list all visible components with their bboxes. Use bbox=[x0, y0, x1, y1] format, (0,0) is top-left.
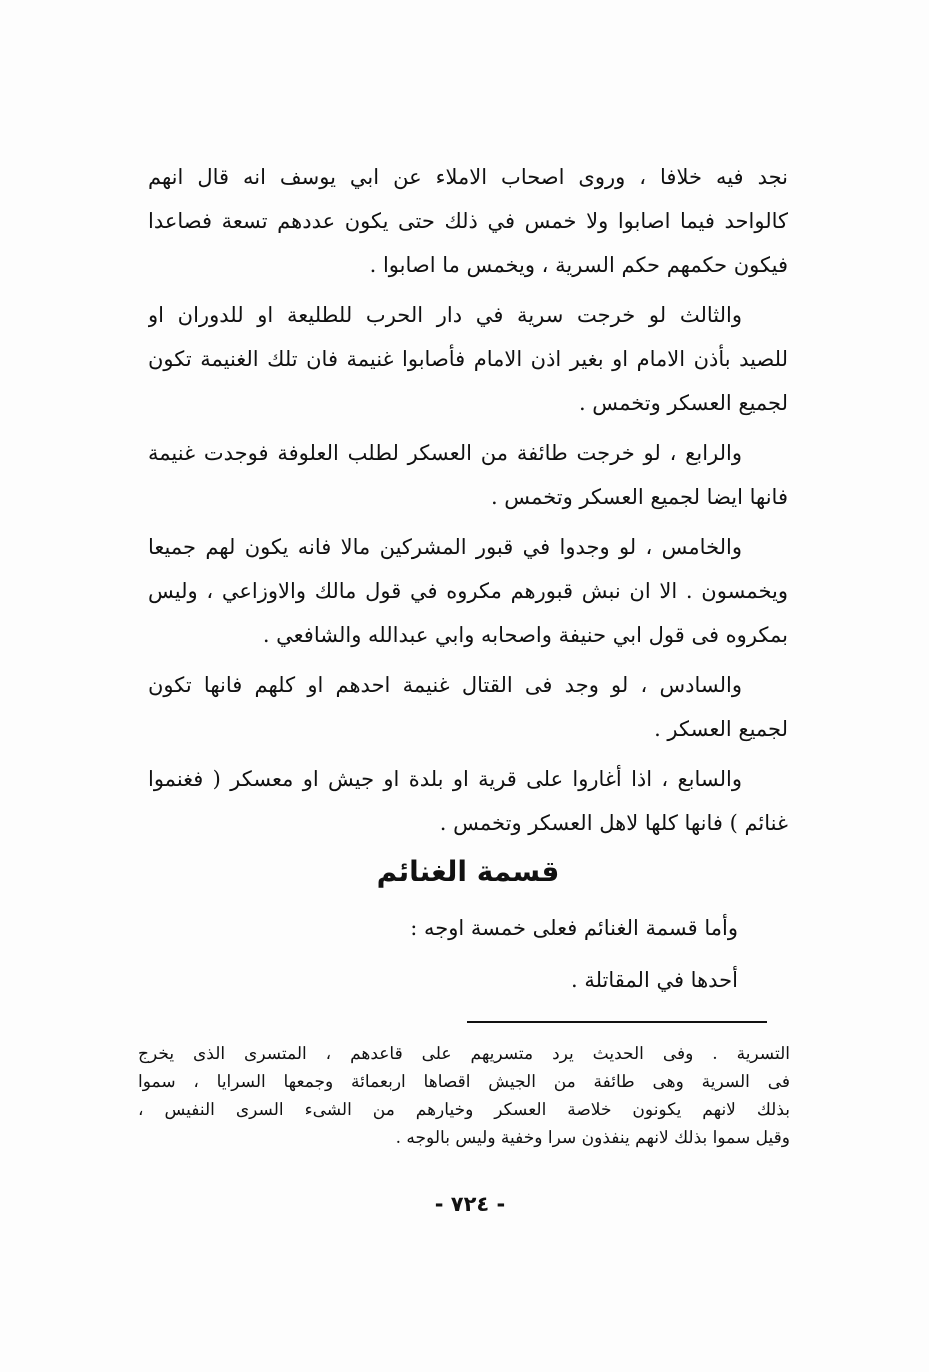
text-line: والخامس ، لو وجدوا في قبور المشركين مالا فانه يكون لهم جميعا bbox=[148, 535, 742, 559]
text-line: نجد فيه خلافا ، وروى اصحاب الاملاء عن ابي يوسف انه قال انهم bbox=[148, 165, 788, 189]
footnote-line: بذلك لانهم يكونون خلاصة العسكر وخيارهم من الشىء السرى النفيس ، bbox=[138, 1100, 790, 1120]
text-line: فانها ايضا لجميع العسكر وتخمس . bbox=[490, 485, 788, 509]
paragraph bbox=[148, 293, 788, 425]
footnote-divider bbox=[467, 1021, 767, 1023]
text-line: والرابع ، لو خرجت طائفة من العسكر لطلب العلوفة فوجدت غنيمة bbox=[148, 441, 742, 465]
text-line: بمكروه فى قول ابي حنيفة واصحابه وابي عبدالله والشافعي . bbox=[262, 623, 788, 647]
text-line: والسادس ، لو وجد فى القتال غنيمة احدهم او كلهم فانها تكون bbox=[148, 673, 742, 697]
section-heading: قسمة الغنائم bbox=[376, 855, 560, 888]
footnote-line: وقيل سموا بذلك لانهم ينفذون سرا وخفية وليس بالوجه . bbox=[395, 1128, 790, 1148]
text-line: غنائم ) فانها كلها لاهل العسكر وتخمس . bbox=[439, 811, 788, 835]
text-line: لجميع العسكر وتخمس . bbox=[578, 391, 788, 415]
paragraph bbox=[148, 525, 788, 657]
paragraph bbox=[148, 757, 788, 845]
footnote bbox=[138, 1040, 790, 1152]
text-line: كالواحد فيما اصابوا ولا خمس في ذلك حتى يكون عددهم تسعة فصاعدا bbox=[148, 209, 788, 233]
text-line: للصيد بأذن الامام او بغير اذن الامام فأصابوا غنيمة فان تلك الغنيمة تكون bbox=[148, 347, 788, 371]
text-line: والسابع ، اذا أغاروا على قرية او بلدة او جيش او معسكر ( فغنموا bbox=[148, 767, 742, 791]
paragraph bbox=[148, 431, 788, 519]
text-line: ويخمسون . الا ان نبش قبورهم مكروه في قول مالك والاوزاعي ، وليس bbox=[148, 579, 788, 603]
paragraph bbox=[148, 663, 788, 751]
text-line: وأما قسمة الغنائم فعلى خمسة اوجه : bbox=[410, 916, 738, 940]
section-text bbox=[148, 902, 738, 1006]
text-line: أحدها في المقاتلة . bbox=[570, 968, 738, 992]
text-line: فيكون حكمهم حكم السرية ، ويخمس ما اصابوا . bbox=[369, 253, 788, 277]
paragraph bbox=[148, 155, 788, 287]
text-line: والثالث لو خرجت سرية في دار الحرب للطليعة او للدوران او bbox=[148, 303, 742, 327]
footnote-line: فى السرية وهى طائفة من الجيش اقصاها اربعمائة وجمعها السرايا ، سموا bbox=[138, 1072, 790, 1092]
page-number: - ٧٢٤ - bbox=[434, 1192, 506, 1216]
main-text bbox=[148, 155, 788, 851]
footnote-line: التسرية . وفى الحديث يرد متسريهم على قاعدهم ، المتسرى الذى يخرج bbox=[138, 1044, 790, 1064]
text-line: لجميع العسكر . bbox=[654, 717, 788, 741]
